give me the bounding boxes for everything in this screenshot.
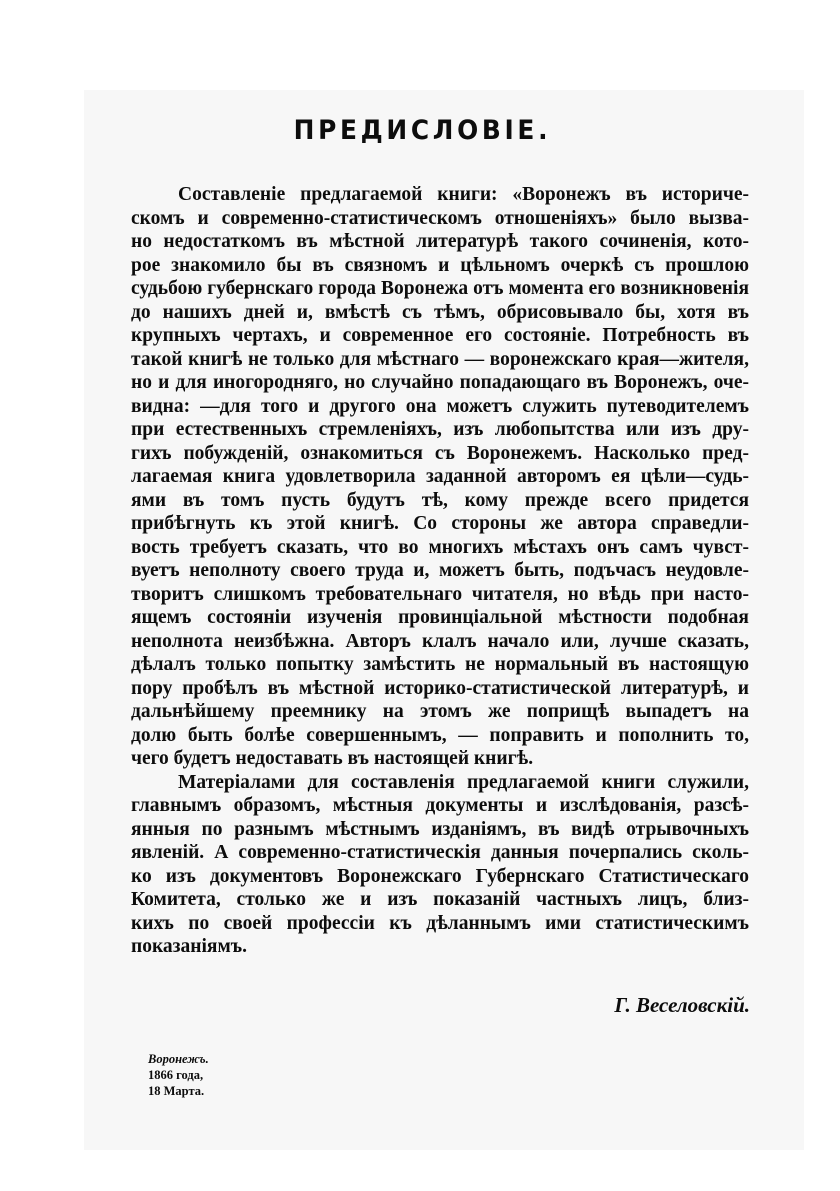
text-line: пору пробѣлъ въ мѣстной историко-статистической литературѣ, и (131, 677, 749, 699)
text-line: судьбою губернскаго города Воронежа отъ момента его возникновенія (131, 278, 749, 299)
text-line: дѣлалъ только попытку замѣстить не нормальный въ настоящую (131, 654, 749, 675)
text-line: гихъ побужденій, ознакомиться съ Воронежемъ. Насколько пред- (131, 442, 749, 464)
dateline (148, 1051, 209, 1099)
dateline-place: Воронежъ. (148, 1052, 209, 1066)
text-line: ями въ томъ пусть будутъ тѣ, кому прежде всего придется (131, 489, 749, 511)
text-line: скомъ и современно-статистическомъ отношеніяхъ» было вызва- (131, 207, 749, 229)
text-line: явленій. А современно-статистическія данныя почерпались сколь- (131, 842, 749, 863)
text-line: до нашихъ дней и, вмѣстѣ съ тѣмъ, обрисовывало бы, хотя въ (131, 301, 749, 323)
text-line: чего будетъ недоставать въ настоящей книгѣ. (131, 748, 534, 769)
text-line: янныя по разнымъ мѣстнымъ изданіямъ, въ видѣ отрывочныхъ (131, 818, 749, 840)
author-signature: Г. Веселовскій. (614, 993, 750, 1017)
text-line: долю быть болѣе совершеннымъ, — поправить и пополнить то, (131, 724, 749, 746)
text-line: прибѣгнуть къ этой книгѣ. Со стороны же автора справедли- (131, 513, 749, 534)
page-title: ПРЕДИСЛОВІЕ. (293, 115, 552, 146)
text-line: дальнѣйшему преемнику на этомъ же поприщѣ выпадетъ на (131, 701, 749, 722)
text-line: ко изъ документовъ Воронежскаго Губернскаго Статистическаго (131, 865, 749, 887)
text-line: при естественныхъ стремленіяхъ, изъ любопытства или изъ дру- (131, 419, 749, 440)
dateline-year: 1866 года, (148, 1068, 204, 1082)
text-line: но и для иногородняго, но случайно попадающаго въ Воронежъ, оче- (131, 372, 749, 393)
text-line: неполнота неизбѣжна. Авторъ клалъ начало или, лучше сказать, (131, 630, 749, 652)
text-line: главнымъ образомъ, мѣстныя документы и изслѣдованія, разсѣ- (131, 795, 749, 816)
text-line: рое знакомило бы въ связномъ и цѣльномъ очеркѣ съ прошлою (131, 254, 749, 276)
text-line: вуетъ неполноту своего труда и, можетъ быть, подъчасъ неудовле- (131, 560, 749, 581)
text-line: крупныхъ чертахъ, и современное его состояніе. Потребность въ (131, 325, 749, 346)
dateline-day: 18 Марта. (148, 1084, 205, 1098)
text-line: Составленіе предлагаемой книги: «Воронежъ въ историче- (178, 184, 749, 205)
paragraph-2 (131, 771, 749, 959)
text-line: показаніямъ. (131, 936, 247, 957)
text-line: такой книгѣ не только для мѣстнаго — воронежскаго края—жителя, (131, 348, 749, 370)
text-line: Комитета, столько же и изъ показаній частныхъ лицъ, близ- (131, 889, 749, 910)
paragraph-1 (131, 183, 749, 771)
text-line: лагаемая книга удовлетворила заданной авторомъ ея цѣли—судь- (131, 466, 749, 487)
text-line: видна: —для того и другого она можетъ служить путеводителемъ (131, 395, 749, 417)
preface-body (131, 183, 749, 959)
text-line: кихъ по своей профессіи къ дѣланнымъ ими статистическимъ (131, 912, 749, 934)
text-line: ящемъ состояніи изученія провинціальной мѣстности подобная (131, 607, 749, 628)
text-line: вость требуетъ сказать, что во многихъ мѣстахъ онъ самъ чувст- (131, 536, 749, 558)
text-line: творитъ слишкомъ требовательнаго читателя, но вѣдь при насто- (131, 583, 749, 605)
text-line: Матеріалами для составленія предлагаемой книги служили, (178, 771, 749, 793)
text-line: но недостаткомъ въ мѣстной литературѣ такого сочиненія, кото- (131, 231, 749, 252)
